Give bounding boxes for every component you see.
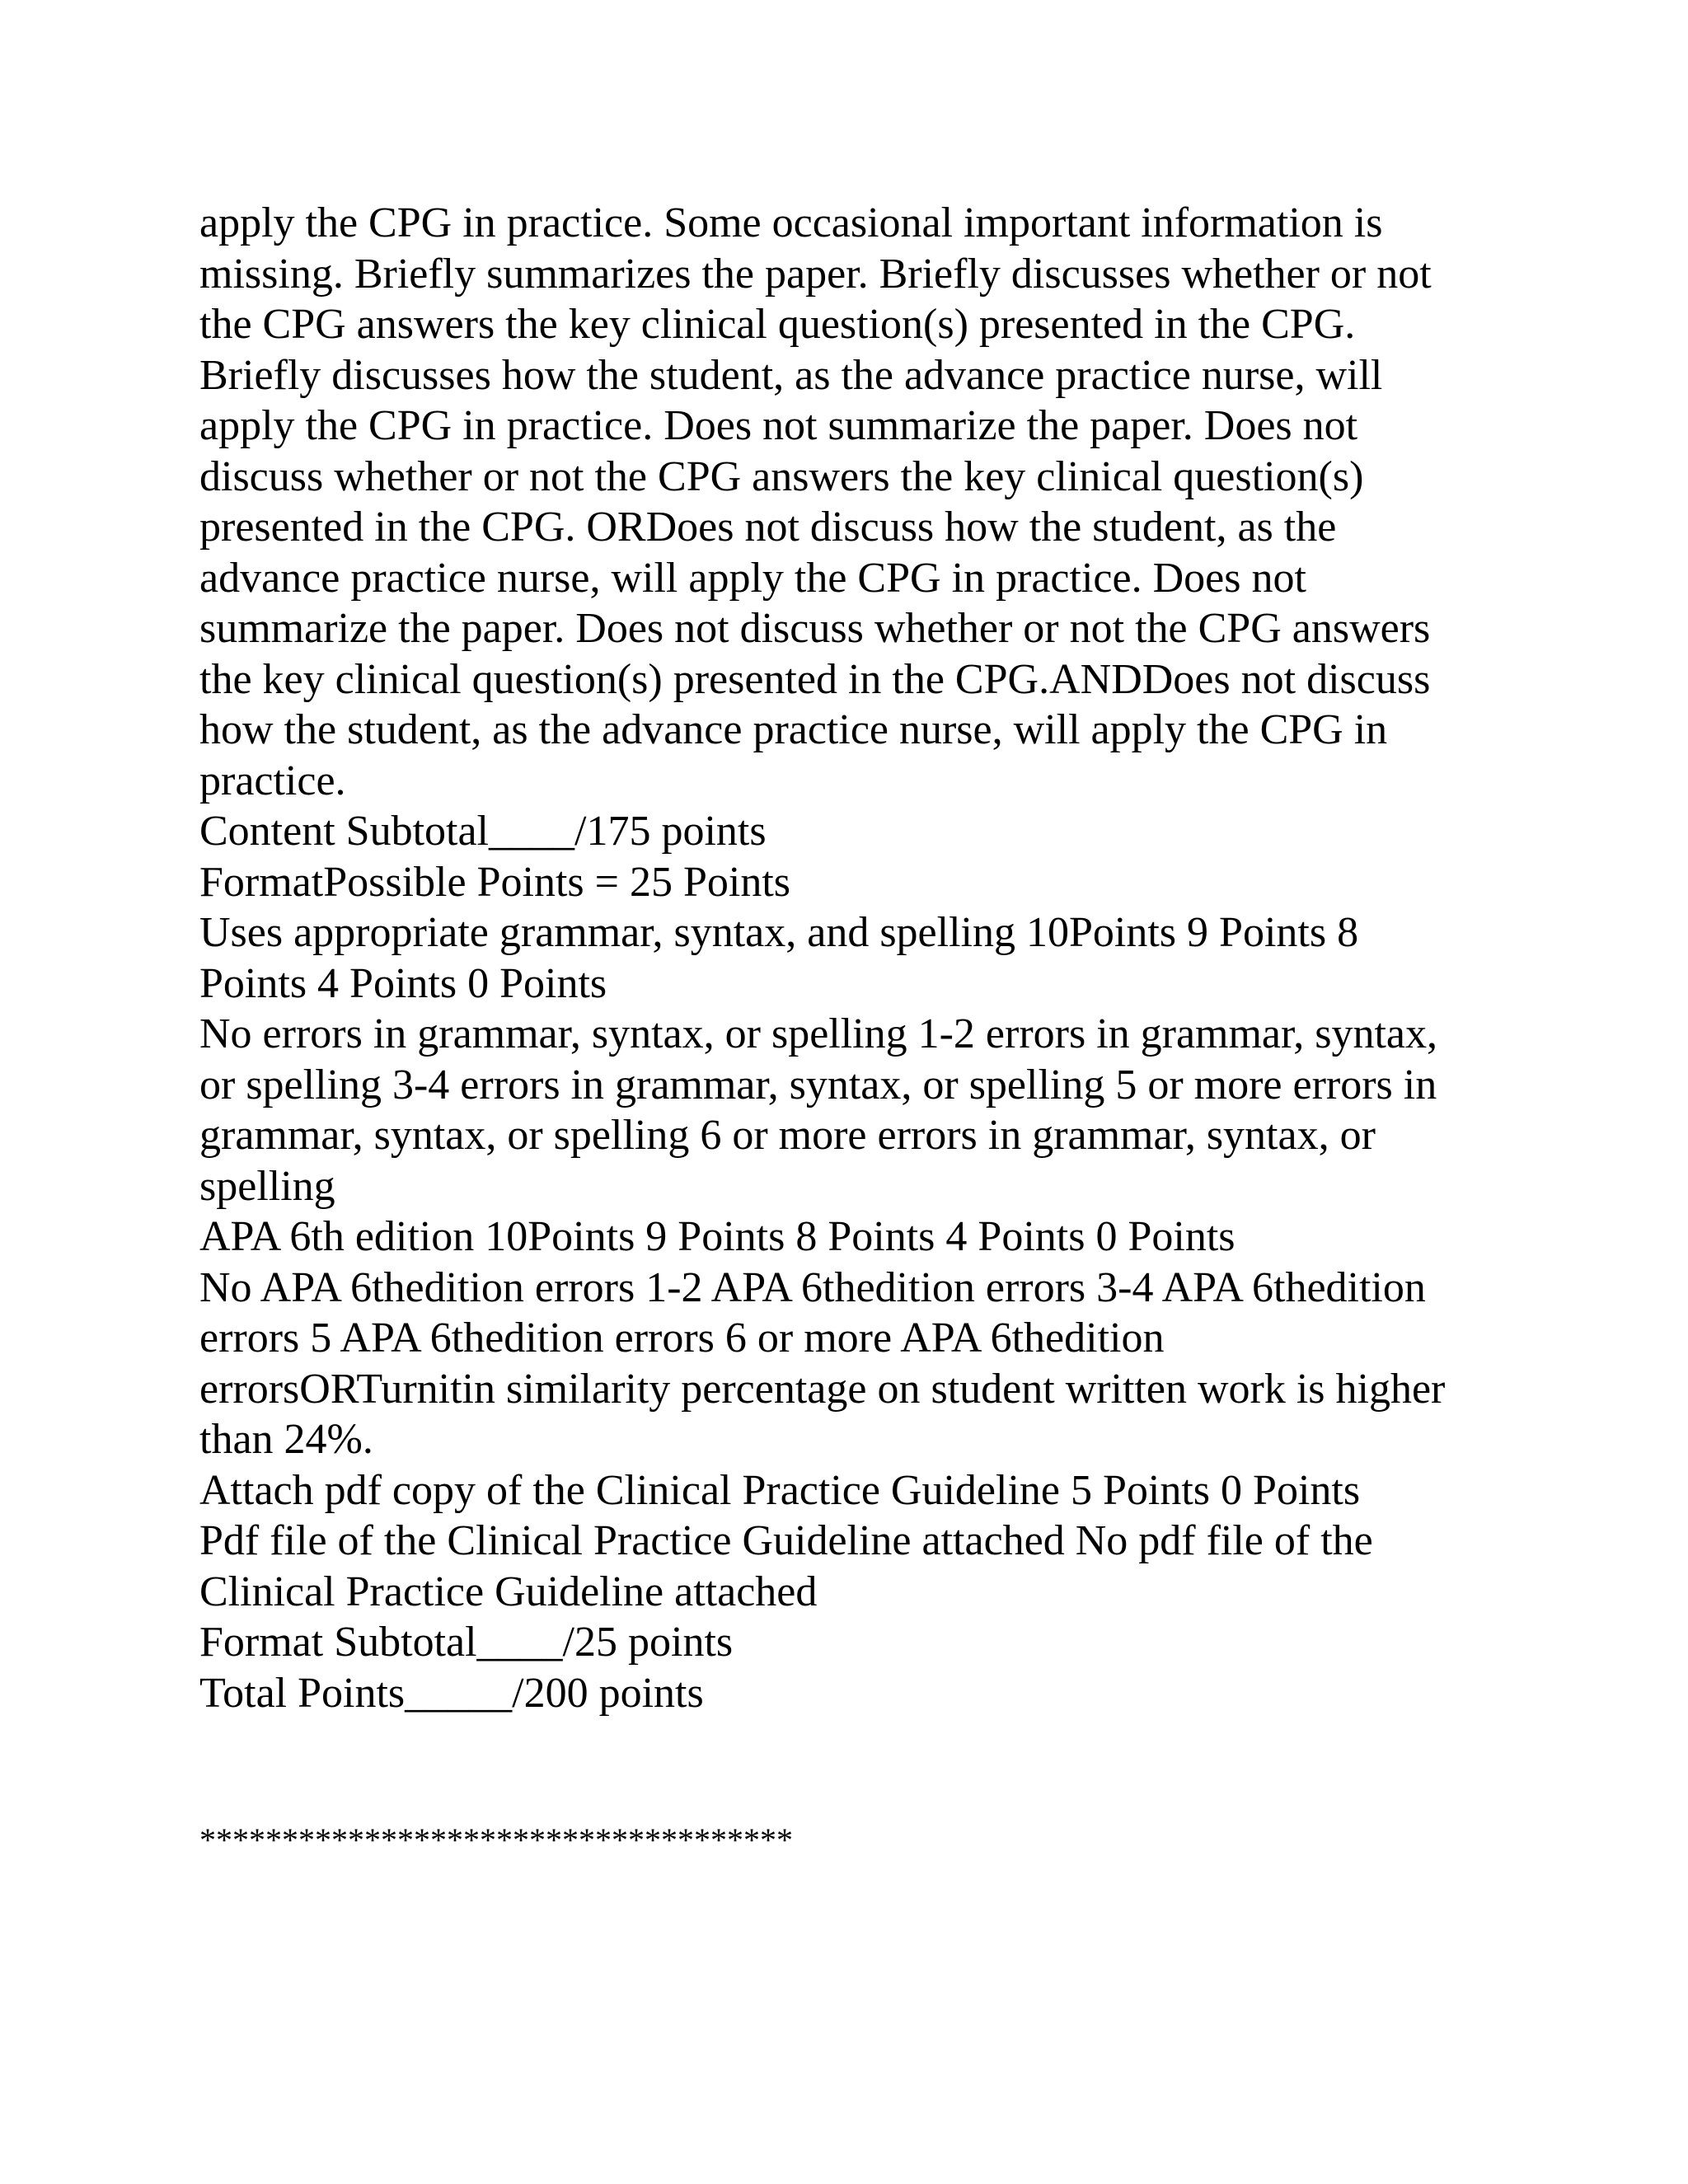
body-line: practice. [199, 757, 346, 804]
apa-criterion: APA 6th edition 10Points 9 Points 8 Points 4 Points 0 Points [199, 1213, 1236, 1260]
apa-descriptors: errorsORTurnitin similarity percentage on student written work is higher [199, 1365, 1446, 1413]
document-body [199, 198, 1518, 1718]
grammar-criterion: Uses appropriate grammar, syntax, and spelling 10Points 9 Points 8 [199, 909, 1359, 956]
body-line: how the student, as the advance practice nurse, will apply the CPG in [199, 706, 1388, 753]
grammar-descriptors: grammar, syntax, or spelling 6 or more errors in grammar, syntax, or [199, 1112, 1376, 1159]
apa-descriptors: than 24%. [199, 1416, 373, 1463]
grammar-criterion: Points 4 Points 0 Points [199, 959, 607, 1007]
body-line: apply the CPG in practice. Some occasional important information is [199, 199, 1383, 246]
format-possible-points: FormatPossible Points = 25 Points [199, 858, 791, 906]
apa-descriptors: errors 5 APA 6thedition errors 6 or more APA 6thedition [199, 1315, 1165, 1361]
format-subtotal: Format Subtotal____/25 points [199, 1619, 734, 1666]
pdf-descriptors: Pdf file of the Clinical Practice Guideline attached No pdf file of the [199, 1517, 1373, 1564]
body-line: the key clinical question(s) presented in the CPG.ANDDoes not discuss [199, 655, 1431, 703]
body-line: Briefly discusses how the student, as the advance practice nurse, will [199, 351, 1383, 399]
body-line: advance practice nurse, will apply the CPG in practice. Does not [199, 554, 1306, 602]
grammar-descriptors: or spelling 3-4 errors in grammar, syntax, or spelling 5 or more errors in [199, 1061, 1437, 1108]
grammar-descriptors: No errors in grammar, syntax, or spelling 1-2 errors in grammar, syntax, [199, 1010, 1438, 1057]
body-line: summarize the paper. Does not discuss whether or not the CPG answers [199, 605, 1431, 652]
body-line: the CPG answers the key clinical question(s) presented in the CPG. [199, 301, 1356, 348]
body-line: apply the CPG in practice. Does not summarize the paper. Does not [199, 402, 1358, 449]
grammar-descriptors: spelling [199, 1162, 335, 1210]
content-subtotal: Content Subtotal____/175 points [199, 808, 767, 855]
total-points: Total Points_____/200 points [199, 1669, 704, 1717]
asterisk-separator: ************************************ [199, 1821, 793, 1858]
apa-descriptors: No APA 6thedition errors 1-2 APA 6thedition errors 3-4 APA 6thedition [199, 1263, 1426, 1311]
pdf-criterion: Attach pdf copy of the Clinical Practice Guideline 5 Points 0 Points [199, 1466, 1361, 1514]
pdf-descriptors: Clinical Practice Guideline attached [199, 1568, 818, 1615]
body-line: presented in the CPG. ORDoes not discuss how the student, as the [199, 504, 1337, 551]
body-line: discuss whether or not the CPG answers the key clinical question(s) [199, 452, 1364, 500]
body-line: missing. Briefly summarizes the paper. Briefly discusses whether or not [199, 250, 1432, 298]
